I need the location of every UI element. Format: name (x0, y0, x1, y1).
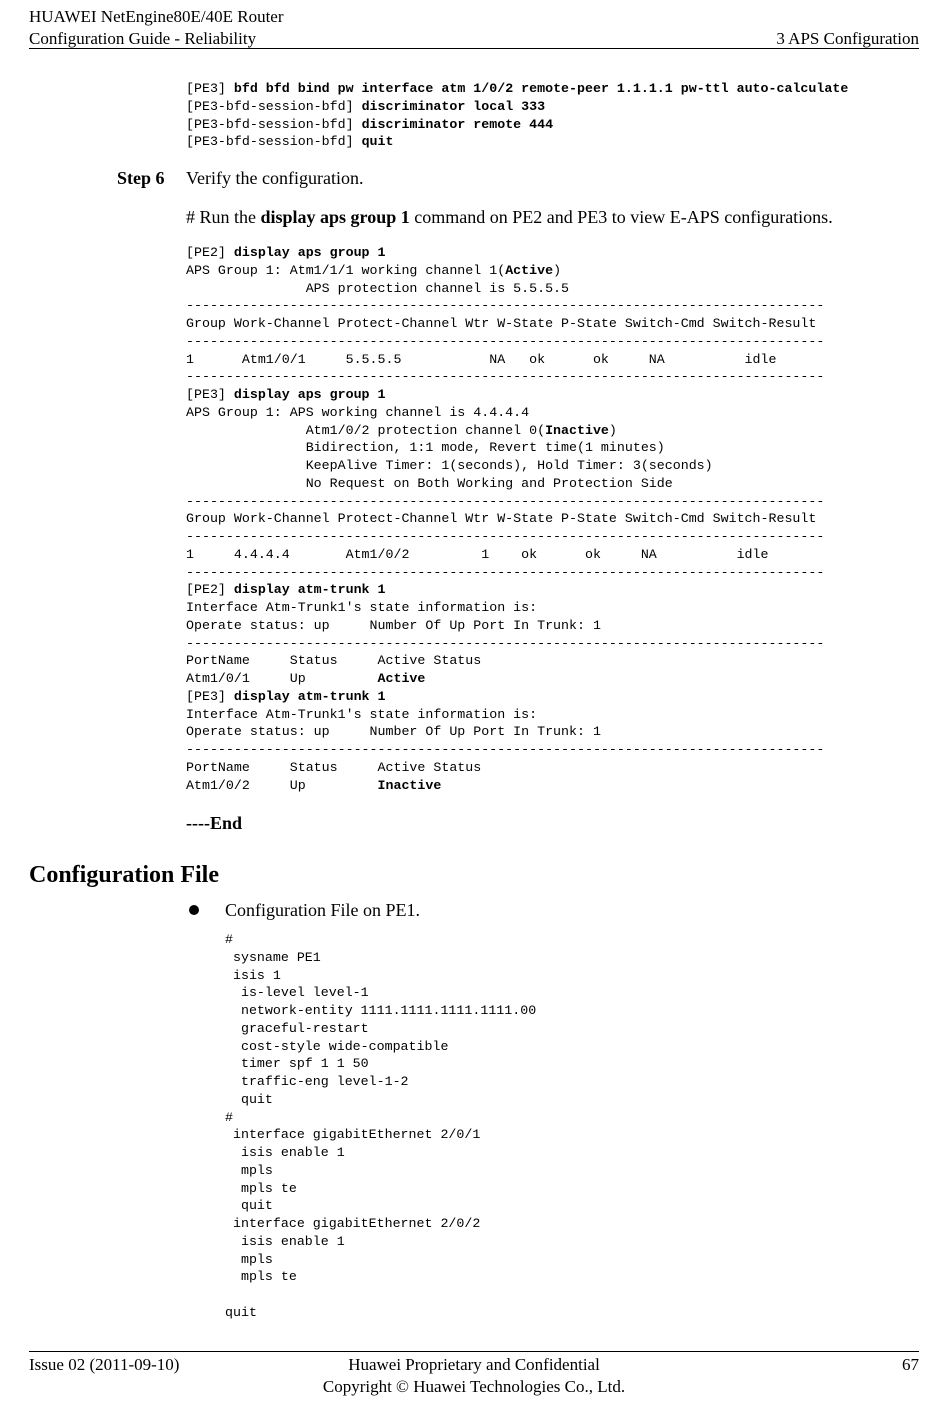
code-line (186, 333, 824, 351)
bullet-dot-icon (189, 905, 199, 915)
code-line: interface gigabitEthernet 2/0/1 (225, 1127, 481, 1143)
code-line (186, 80, 848, 98)
code-segment: PortName Status Active Status (186, 653, 482, 669)
end-marker: ----End (186, 813, 243, 833)
code-bold-segment: Active (377, 671, 426, 686)
code-line (225, 1286, 536, 1304)
code-line (186, 133, 848, 151)
code-bold-segment: Inactive (545, 422, 609, 438)
step-label: Step 6 (117, 168, 165, 188)
header-chapter: 3 APS Configuration (776, 29, 919, 48)
bfd-config-code-block (186, 80, 848, 151)
code-segment: Interface Atm-Trunk1's state information is: (186, 706, 538, 722)
footer-center (29, 1354, 919, 1398)
code-line (186, 777, 824, 795)
code-segment: Atm1/0/1 Up (186, 671, 378, 686)
code-line: interface gigabitEthernet 2/0/2 (225, 1216, 481, 1231)
code-segment: [PE3] (186, 387, 234, 402)
run-command: display aps group 1 (260, 207, 410, 227)
code-segment: APS Group 1: APS working channel is 4.4.4.4 (186, 404, 530, 420)
code-line (186, 297, 824, 315)
code-line (186, 493, 824, 511)
code-line (186, 581, 824, 599)
code-command: quit (361, 134, 394, 150)
code-line (186, 599, 824, 617)
code-line: is-level level-1 (225, 985, 369, 1001)
code-segment: Group Work-Channel Protect-Channel Wtr W-State P-State Switch-Cmd Switch-Result (186, 511, 817, 527)
code-prompt: [PE3-bfd-session-bfd] (186, 134, 362, 150)
bullet-item-text: Configuration File on PE1. (225, 900, 420, 920)
code-bold-segment: display aps group 1 (233, 387, 386, 402)
code-line (186, 98, 848, 116)
code-command: discriminator remote 444 (361, 116, 554, 132)
code-line (186, 741, 824, 759)
code-command: discriminator local 333 (361, 98, 546, 114)
code-line (186, 422, 824, 440)
code-line (186, 617, 824, 635)
header-rule (29, 48, 919, 49)
code-segment: -------------------------------------------------------------------------------- (186, 564, 825, 580)
code-segment: -------------------------------------------------------------------------------- (186, 493, 825, 509)
code-line (186, 528, 824, 546)
page-header (29, 6, 919, 50)
code-line: mpls (225, 1162, 273, 1178)
code-line (186, 262, 824, 280)
code-line: graceful-restart (225, 1020, 369, 1036)
code-segment: Operate status: up Number Of Up Port In Trunk: 1 (186, 724, 601, 740)
code-line (186, 510, 824, 528)
code-segment: KeepAlive Timer: 1(seconds), Hold Timer: 3(seconds) (186, 458, 713, 473)
footer-rule (29, 1351, 919, 1352)
code-line (186, 368, 824, 386)
code-line (186, 457, 824, 475)
code-line: traffic-eng level-1-2 (225, 1074, 409, 1089)
code-segment: No Request on Both Working and Protection Side (186, 475, 673, 491)
code-segment: -------------------------------------------------------------------------------- (186, 529, 825, 544)
code-line: # (225, 1109, 233, 1125)
code-prompt: [PE3] (186, 81, 234, 96)
code-segment: Bidirection, 1:1 mode, Revert time(1 minutes) (186, 440, 665, 456)
footer-issue: Issue 02 (2011-09-10) (29, 1355, 180, 1374)
footer-proprietary: Huawei Proprietary and Confidential (348, 1355, 600, 1374)
code-line: # (225, 932, 233, 947)
code-line (186, 404, 824, 422)
code-bold-segment: display aps group 1 (233, 245, 386, 260)
code-line (186, 244, 824, 262)
footer-page-number: 67 (902, 1355, 919, 1374)
code-line (186, 652, 824, 670)
run-suffix: command on PE2 and PE3 to view E-APS configurations. (409, 207, 833, 227)
code-segment: -------------------------------------------------------------------------------- (186, 298, 825, 314)
code-line (186, 351, 824, 369)
code-line: isis enable 1 (225, 1233, 345, 1249)
code-segment: Operate status: up Number Of Up Port In Trunk: 1 (186, 617, 601, 633)
code-segment: 1 4.4.4.4 Atm1/0/2 1 ok ok NA idle (186, 546, 769, 562)
code-line (186, 635, 824, 653)
code-segment: [PE3] (186, 688, 234, 704)
code-segment: APS Group 1: Atm1/1/1 working channel 1( (186, 262, 506, 278)
code-line (186, 475, 824, 493)
code-segment: [PE2] (186, 582, 234, 598)
code-segment: -------------------------------------------------------------------------------- (186, 635, 825, 651)
code-segment: ) (553, 262, 562, 278)
section-heading: Configuration File (29, 862, 219, 888)
code-line (186, 706, 824, 724)
code-command: bfd bfd bind pw interface atm 1/0/2 remote-peer 1.1.1.1 pw-ttl auto-calculate (233, 81, 849, 96)
code-segment: Group Work-Channel Protect-Channel Wtr W-State P-State Switch-Cmd Switch-Result (186, 316, 817, 331)
code-segment: PortName Status Active Status (186, 759, 482, 775)
run-command-instruction (186, 207, 833, 228)
footer-copyright: Copyright © Huawei Technologies Co., Ltd. (322, 1377, 626, 1396)
code-prompt: [PE3-bfd-session-bfd] (186, 116, 362, 132)
verification-output-code-block (186, 244, 824, 794)
code-line (186, 280, 824, 298)
pe1-config-code-block (225, 931, 536, 1322)
code-bold-segment: Active (505, 262, 554, 278)
code-line: cost-style wide-compatible (225, 1038, 449, 1054)
code-line (186, 670, 824, 688)
code-bold-segment: display atm-trunk 1 (233, 688, 386, 704)
code-segment: APS protection channel is 5.5.5.5 (186, 280, 570, 296)
code-segment: Atm1/0/2 Up (186, 777, 378, 793)
code-segment: -------------------------------------------------------------------------------- (186, 369, 825, 385)
code-segment: -------------------------------------------------------------------------------- (186, 742, 825, 757)
code-bold-segment: display atm-trunk 1 (233, 582, 386, 598)
code-line: isis 1 (225, 967, 281, 983)
code-line: isis enable 1 (225, 1145, 345, 1160)
code-line: sysname PE1 (225, 949, 321, 965)
header-guide: Configuration Guide - Reliability (29, 29, 257, 48)
code-line: quit (225, 1091, 273, 1107)
code-line (186, 546, 824, 564)
code-segment: ) (608, 422, 617, 438)
code-line (186, 315, 824, 333)
run-prefix: # Run the (186, 207, 261, 227)
code-line: network-entity 1111.1111.1111.1111.00 (225, 1003, 537, 1018)
code-line (186, 386, 824, 404)
header-product: HUAWEI NetEngine80E/40E Router (29, 7, 284, 26)
code-line (186, 564, 824, 582)
code-segment: 1 Atm1/0/1 5.5.5.5 NA ok ok NA idle (186, 351, 777, 367)
code-bold-segment: Inactive (377, 777, 442, 793)
step-text: Verify the configuration. (186, 168, 364, 188)
code-prompt: [PE3-bfd-session-bfd] (186, 98, 362, 114)
code-line: mpls te (225, 1269, 297, 1285)
page-footer (29, 1351, 919, 1401)
code-line: mpls te (225, 1180, 297, 1196)
code-line (186, 116, 848, 134)
code-line (186, 439, 824, 457)
code-segment: Interface Atm-Trunk1's state information is: (186, 600, 538, 615)
code-segment: Atm1/0/2 protection channel 0( (186, 422, 546, 438)
code-line: quit (225, 1304, 257, 1320)
code-line (186, 759, 824, 777)
code-line: timer spf 1 1 50 (225, 1056, 369, 1072)
code-line (186, 688, 824, 706)
code-segment: -------------------------------------------------------------------------------- (186, 333, 825, 349)
code-line: mpls (225, 1251, 273, 1267)
code-segment: [PE2] (186, 245, 234, 260)
code-line: quit (225, 1198, 273, 1214)
code-line (186, 723, 824, 741)
